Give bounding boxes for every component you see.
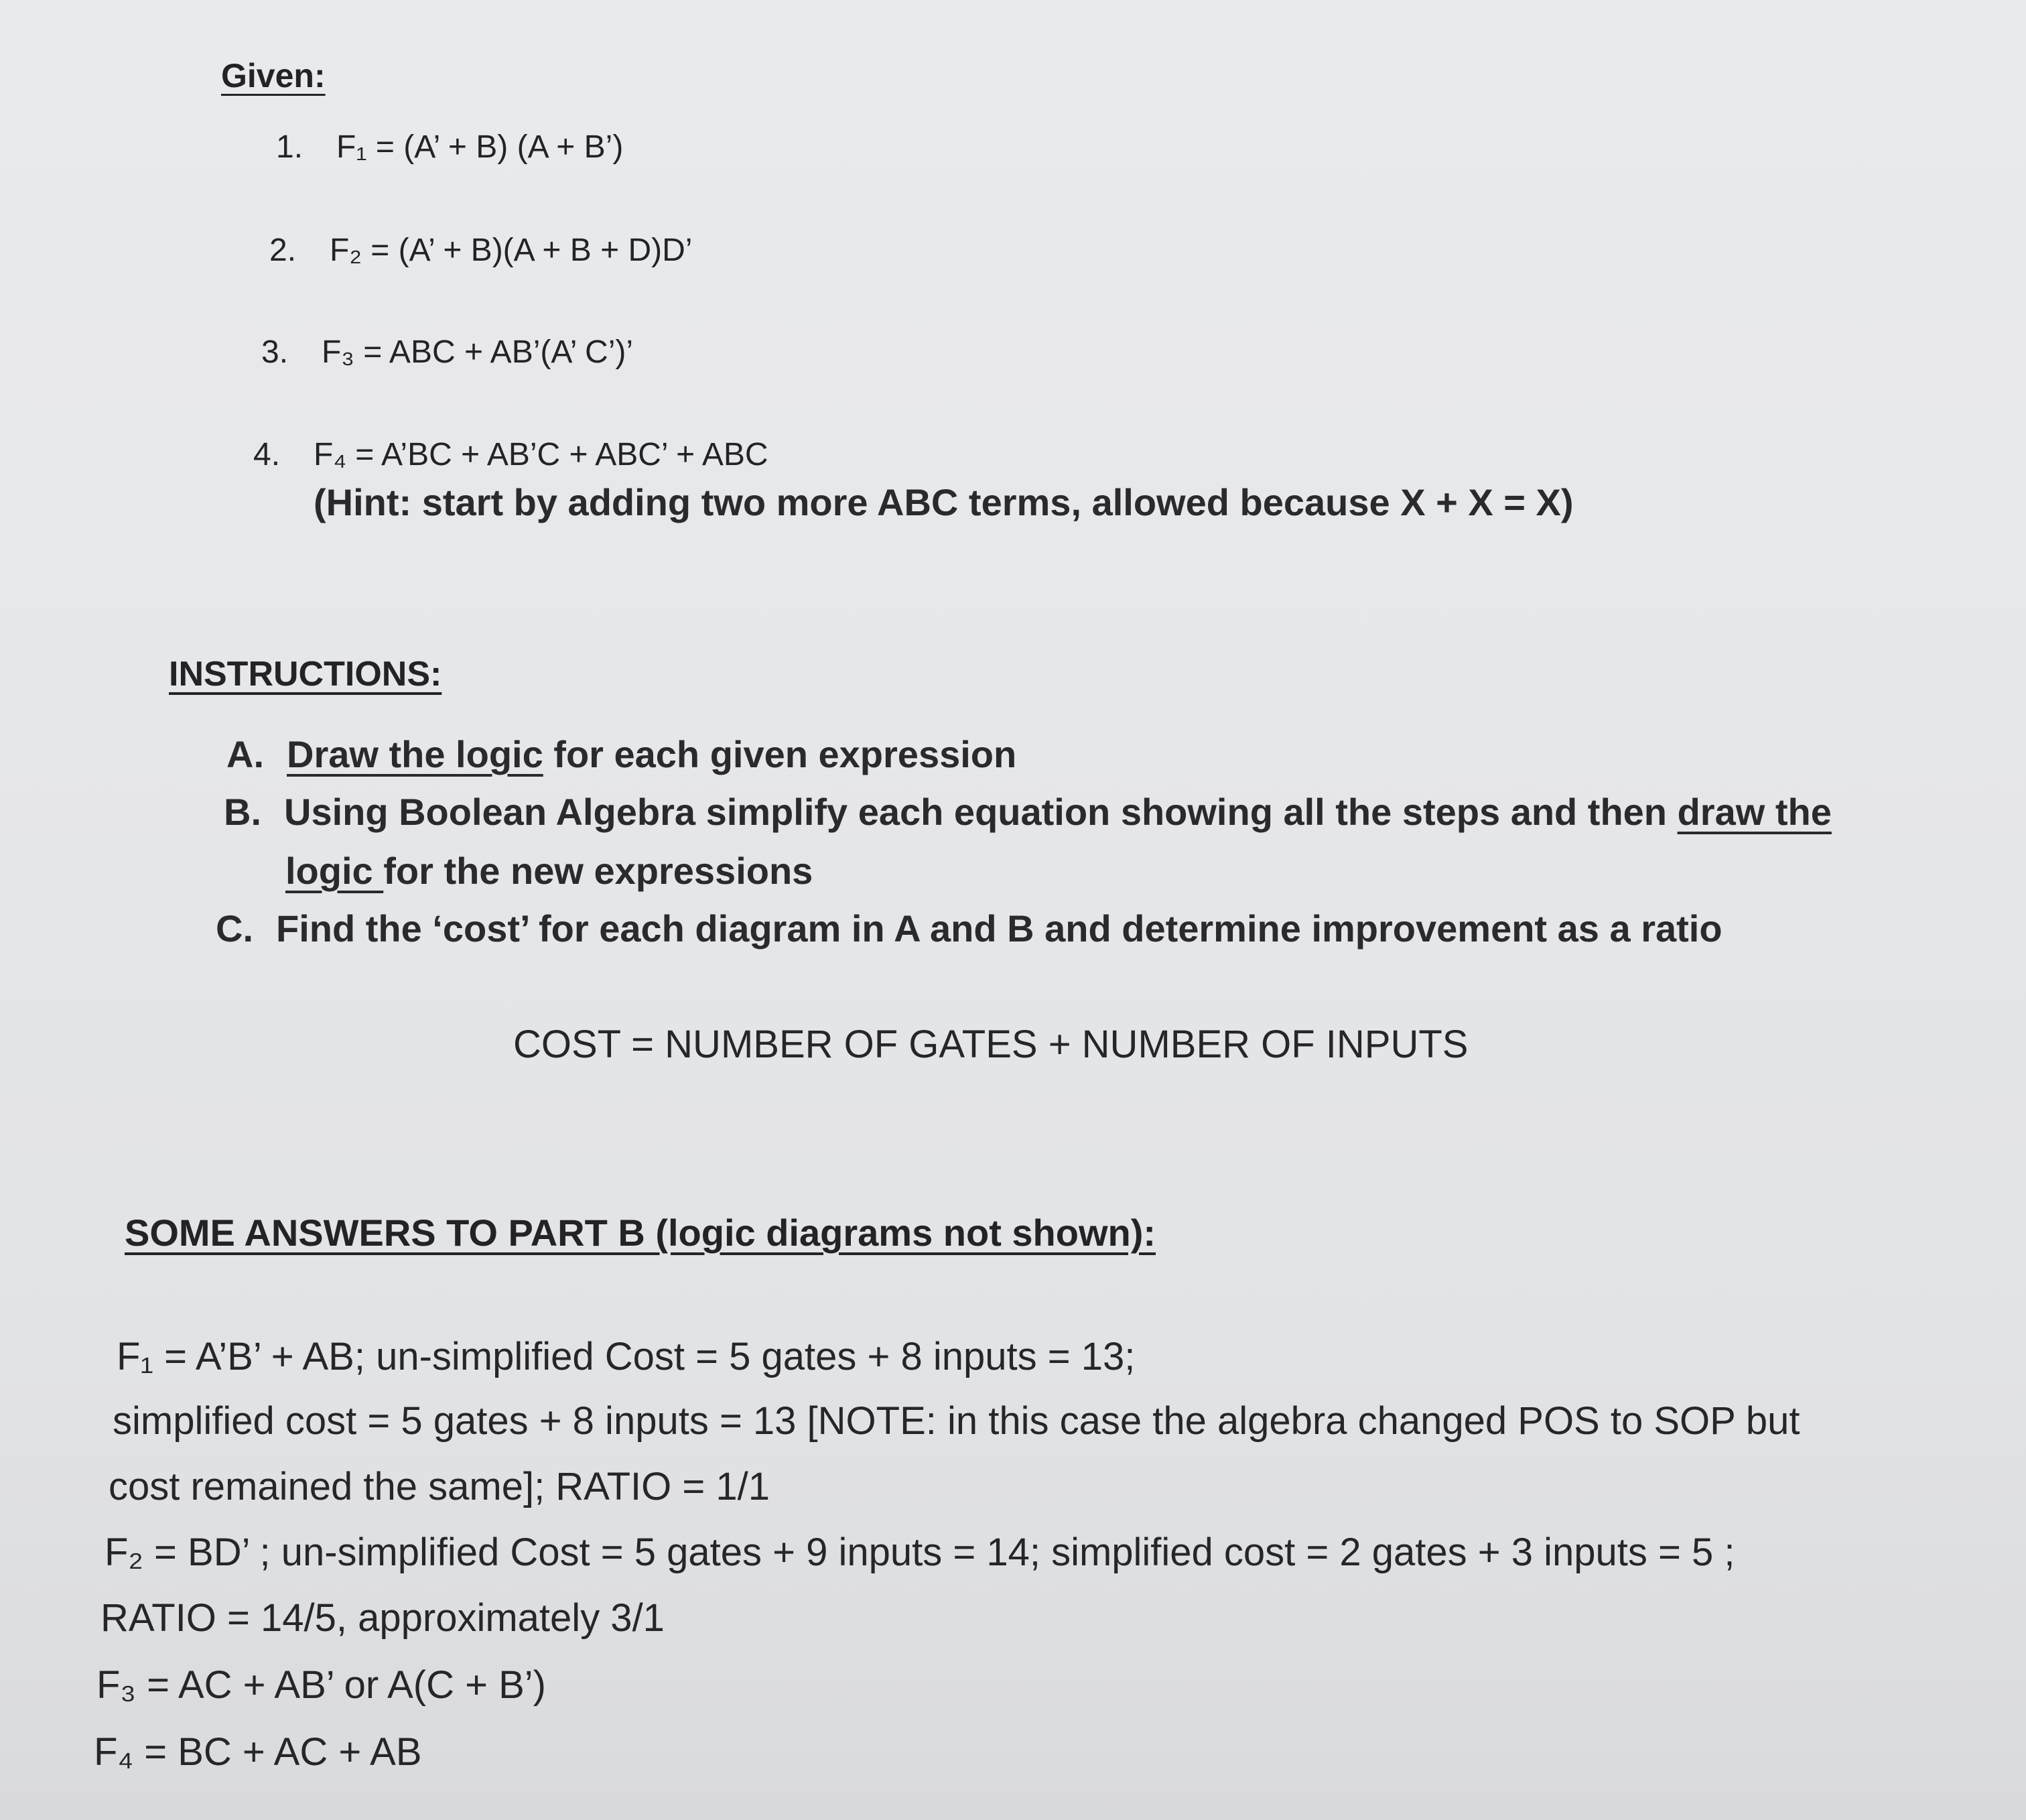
- instruction-c-letter: C.: [216, 907, 253, 950]
- given-item-3-number: 3.: [261, 334, 289, 370]
- answer-line-6: F₃ = AC + AB’ or A(C + B’): [96, 1663, 546, 1707]
- answer-line-2: simplified cost = 5 gates + 8 inputs = 13 [NOTE: in this case the algebra changed POS to SOP but: [113, 1399, 1800, 1443]
- instruction-a-underlined: Draw the logic: [287, 733, 543, 775]
- instruction-b: [224, 793, 1832, 831]
- answers-heading: SOME ANSWERS TO PART B (logic diagrams not shown):: [125, 1212, 1156, 1254]
- given-item-2: [269, 235, 692, 267]
- answer-line-1: F₁ = A’B’ + AB; un-simplified Cost = 5 gates + 8 inputs = 13;: [117, 1335, 1136, 1378]
- answer-line-7: F₄ = BC + AC + AB: [94, 1730, 422, 1774]
- cost-formula: COST = NUMBER OF GATES + NUMBER OF INPUTS: [513, 1023, 1469, 1066]
- instruction-b-underlined-1: draw the: [1677, 791, 1832, 833]
- answer-line-5: RATIO = 14/5, approximately 3/1: [100, 1596, 665, 1640]
- given-item-1-number: 1.: [276, 129, 303, 165]
- given-item-2-number: 2.: [269, 233, 297, 268]
- instruction-a-letter: A.: [226, 733, 264, 775]
- given-item-4-number: 4.: [253, 437, 281, 472]
- instruction-b-text-2: for the new expressions: [383, 850, 813, 892]
- instruction-a-text: for each given expression: [543, 733, 1017, 775]
- instruction-c-text: Find the ‘cost’ for each diagram in A and B and determine improvement as a ratio: [276, 907, 1723, 950]
- instruction-a: [226, 733, 1017, 775]
- instruction-b-text: Using Boolean Algebra simplify each equation showing all the steps and then: [284, 791, 1678, 833]
- answer-line-4: F₂ = BD’ ; un-simplified Cost = 5 gates + 9 inputs = 14; simplified cost = 2 gates + 3 inputs = 5 ;: [105, 1531, 1735, 1574]
- given-heading: Given:: [221, 57, 326, 94]
- instruction-b-letter: B.: [224, 791, 261, 833]
- given-hint: (Hint: start by adding two more ABC terms, allowed because X + X = X): [314, 481, 1574, 523]
- given-item-4: [253, 439, 768, 471]
- instructions-heading: INSTRUCTIONS:: [169, 655, 442, 694]
- instruction-b-underlined-2: logic: [285, 850, 384, 892]
- given-item-4-expr: F₄ = A’BC + AB’C + ABC’ + ABC: [314, 437, 768, 472]
- instruction-c: [216, 907, 1723, 950]
- given-item-3: [261, 336, 633, 369]
- given-item-3-expr: F₃ = ABC + AB’(A’ C’)’: [322, 334, 633, 370]
- answer-line-3: cost remained the same]; RATIO = 1/1: [109, 1465, 770, 1508]
- given-item-2-expr: F₂ = (A’ + B)(A + B + D)D’: [330, 233, 693, 268]
- given-item-1-expr: F₁ = (A’ + B) (A + B’): [336, 129, 624, 165]
- instruction-b-continued: [285, 852, 813, 890]
- given-item-1: [276, 131, 623, 164]
